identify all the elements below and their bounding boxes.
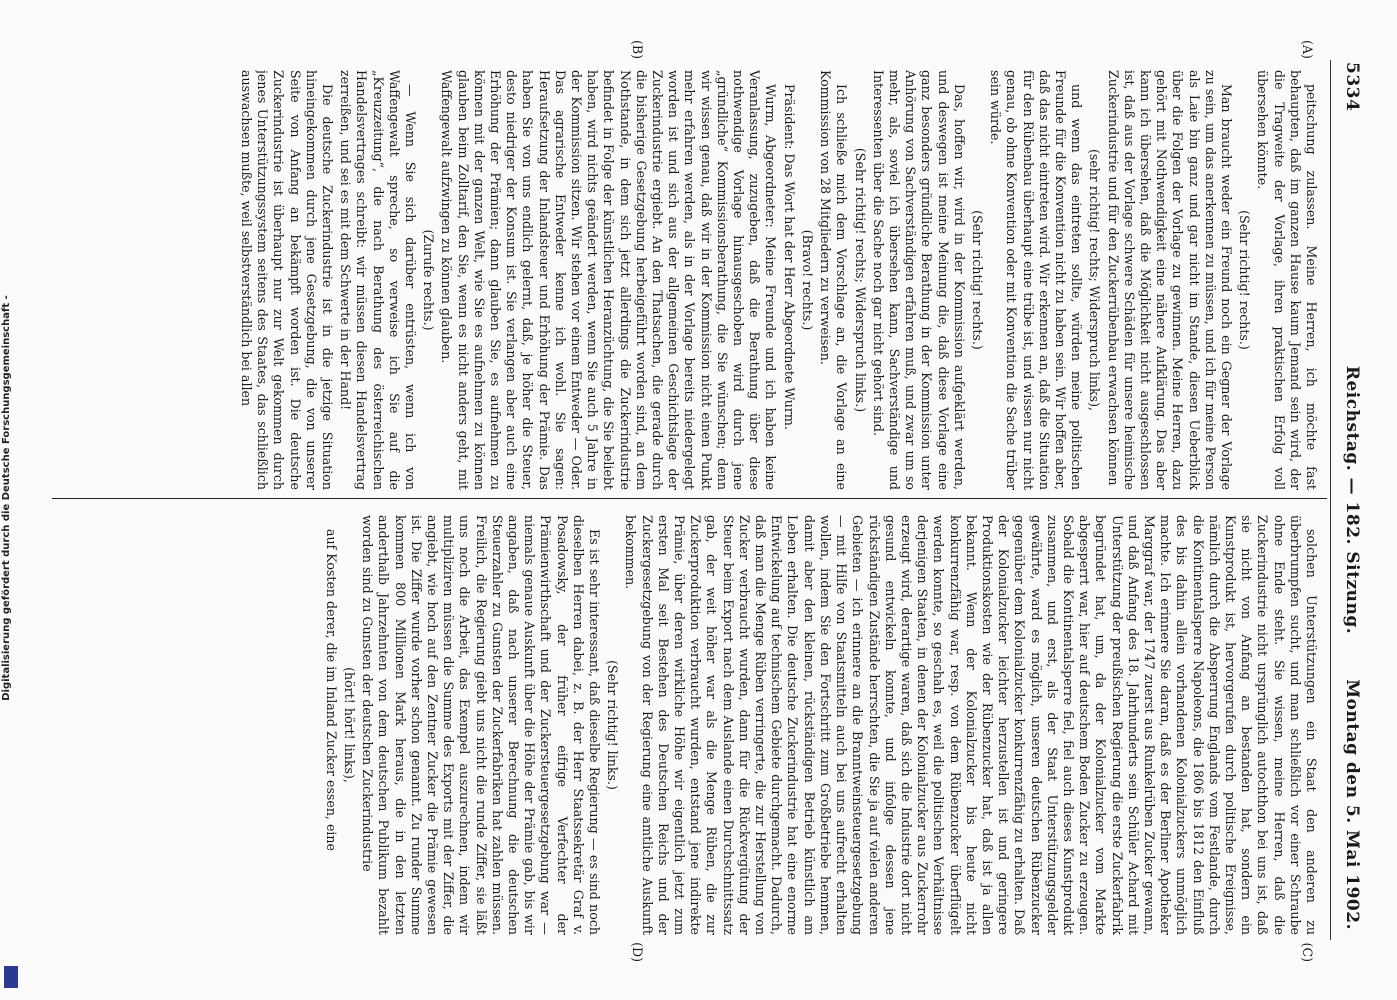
paragraph: (sehr richtig! rechts; Widerspruch links),: [1087, 148, 1103, 412]
paragraph: auf Kosten derer, die im Inland Zucker essen, eine: [323, 529, 339, 851]
column-divider: [52, 498, 1327, 499]
header-rule: [1330, 60, 1331, 940]
paragraph: Wurm, Abgeordneter: Meine Freunde und ich haben keine Veranlassung, zuzugeben, daß die Berathung über diese nothwendige Vorlage hinausgeschoben wird durch jene „gründliche“ Kommissionsberathung, die Sie wünschen; denn wir wissen genau, daß wir in der Kommission nicht einen Punkt mehr erfahren werden, als in der Vorlage bereits niedergelegt worden ist und sich aus der allgemeinen Geschichtslage der Zuckerindustrie ergiebt. An den Thatsachen, die gerade durch die bisherige Gesetzgebung herbeigeführt worden sind, an dem Nothstande, in dem sich jetzt allerdings die Zuckerindustrie befindet in Folge der künstlichen Heranzüchtung, die Sie beliebt haben, wird nichts geändert werden, wenn Sie auch 5 Jahre in der Kommission sitzen. Wir stehen vor einem Entweder — Oder. Das agrarische Entweder kenne ich wohl. Sie sagen: Heraufsetzung der Inlandsteuer und Erhöhung der Prämie. Das haben Sie von uns endlich gelernt, daß, je höher die Steuer, desto niedriger der Konsum ist. Sie verlangen aber auch eine Erhöhung der Prämien; dann glauben Sie, es aufnehmen zu können mit der ganzen Welt, wie Sie es aufnehmen zu können glauben beim Zolltarif, den Sie, wenn es nicht anders geht, mit Waffengewalt aufzwingen zu können glauben.: [439, 70, 779, 490]
paragraph: (Sehr richtig! links.): [605, 660, 621, 790]
paragraph: Präsident: Das Wort hat der Herr Abgeordnete Wurm.: [781, 84, 797, 430]
paragraph: (hört! hört! links),: [342, 667, 358, 783]
paragraph: und wenn das eintreten sollte, würden meine politischen Freunde für die Konvention nicht zu haben sein. Wir hoffen aber, daß das nicht eintreten wird. Wir erkennen an, daß die Situation für den Rübenbau überhaupt eine trübe ist, und wissen nur nicht genau, ob ohne Konvention oder mit Konvention die Sache trüber sein würde.: [988, 70, 1085, 490]
margin-marker-b: (B): [630, 40, 645, 60]
paragraph: solchen Unterstützungen ein Staat den anderen zu überbrumpfen sucht, und man schließlich vor einer Schraube ohne Ende steht. Sie wissen, meine Herren, daß die Zuckerindustrie nicht ursprünglich autochthon bei uns ist, daß sie nicht von Anfang an bestanden hat, sondern ein Kunstprodukt ist, hervorgerufen durch politische Ereignisse, nämlich durch die Absperrung Englands vom Festlande, durch die Kontinentalsperre Napoleons, die 1806 bis 1812 den Einfluß des bis dahin allein vorhandenen Kolonialzuckers unmöglich machte. Ich erinnere Sie daran, daß es der Berliner Apotheker Marggraf war, der 1747 zuerst aus Runkelrüben Zucker gewann, und daß Anfang des 18. Jahrhunderts sein Schüler Achard mit Unterstützung der preußischen Regierung die erste Zuckerfabrik begründet hat, um, da der Kolonialzucker vom Markte abgesperrt war, hier auf deutschem Boden Zucker zu erzeugen. Sobald die Kontinentalsperre fiel, fiel auch dieses Kunstprodukt zusammen, und erst, als der Staat Unterstützungsgelder gewährte, ward es möglich, unseren deutschen Rübenzucker gegenüber dem Kolonialzucker konkurrenzfähig zu erhalten. Daß der Kolonialzucker leichter herzustellen ist und geringere Produktionskosten wie der Rübenzucker hat, daß ist ja allen bekannt. Wenn der Kolonialzucker bis heute nicht konkurrenzfähig war, resp. von dem Rübenzucker überflügelt werden konnte, so geschah es, weil die politischen Verhältnisse derjenigen Staaten, in denen der Kolonialzucker aus Zuckerrohr erzeugt wird, derartige waren, daß sich die Industrie dort nicht gesund entwickeln konnte, und infolge dessen jene rückständigen Zustände herrschten, die Sie ja auf vielen anderen Gebieten — ich erinnere an die Branntweinsteuergesetzgebung — mit Hilfe von Staatsmitteln auch bei uns aufrecht erhalten wollen, indem Sie den Fortschritt zum Großbetriebe hemmen, damit aber den kleinen, rückständigen Betrieb künstlich am Leben erhalten. Die deutsche Zuckerindustrie hat eine enorme Entwickelung auf technischem Gebiete durchgemacht. Dadurch, daß man die Menge Rüben verringerte, die zur Herstellung von Zucker verbraucht wurden, dann für die Rückvergütung der Steuer beim Export nach dem Auslande einen Durchschnittssatz gab, der weit höher war als die Menge Rüben, die zur Zuckerproduktion verbraucht wurden, entstand jene indirekte Prämie, über deren wirkliche Höhe wir eigentlich jetzt zum ersten Mal seit Bestehen des Deutschen Reichs und der Zuckergesetzgebung von der Regierung eine amtliche Auskunft bekommen.: [623, 515, 1319, 935]
paragraph: Die deutsche Zuckerindustrie ist in die jetzige Situation hineingekommen durch jene Gesetzgebung, die von unserer Seite von Anfang an bekämpft worden ist. Die deutsche Zuckerindustrie ist überhaupt nur zur Welt gekommen durch jenes Unterstützungssystem seitens des Staates, das schließlich auswachsen mußte, weil selbstverständlich bei allen: [239, 70, 336, 490]
paragraph: Man braucht weder ein Freund noch ein Gegner der Vorlage zu sein, um das anerkennen zu müssen, und ich für meine Person als Laie bin ganz und gar nicht im Stande, diesen Ueberblick über die Folgen der Vorlage zu gewinnen. Meine Herren, dazu gehört mit Nothwendigkeit eine nähere Aufklärung. Das aber kann ich übersehen, daß die Möglichkeit nicht ausgeschlossen ist, daß aus der Vorlage schwere Schäden für unsere heimische Zuckerindustrie und für den Zuckerrübenbau erwachsen können: [1105, 70, 1234, 490]
footer-credit-text: Digitalisierung gefördert durch die Deutsche Forschungsgemeinschaft -: [1, 295, 12, 701]
running-header: Reichstag. — 182. Sitzung.: [1342, 365, 1362, 635]
paragraph: Das, hoffen wir, wird in der Kommission aufgeklärt werden, und deswegen ist meine Meinung die, daß diese Vorlage eine ganz besonders gründliche Berathung in der Kommission unter Anhörung von Sachverständigen erfahren muß, und zwar um so mehr, als, soviel ich übersehen kann, Sachverständige und Interessenten über die Sache noch gar nicht gehört sind.: [870, 70, 967, 490]
digitization-footer: [1, 0, 23, 1000]
paragraph: (Sehr richtig! rechts.): [969, 210, 985, 350]
paragraph: (Sehr richtig! rechts; Widerspruch links.): [852, 147, 868, 413]
paragraph: (Sehr richtig! rechts.): [1237, 210, 1253, 350]
margin-marker-c: (C): [1300, 942, 1315, 962]
dfg-logo: [4, 966, 18, 988]
session-date: Montag den 5. Mai 1902.: [1342, 679, 1362, 930]
right-text-column: [54, 515, 1319, 935]
margin-marker-a: (A): [1300, 40, 1315, 59]
margin-marker-d: (D): [630, 942, 645, 962]
page-number: 5334: [1342, 62, 1362, 112]
left-text-column: [54, 70, 1319, 490]
paragraph: peitschung zulassen. Meine Herren, ich möchte fast behaupten, daß im ganzen Hause kaum Jemand sein wird, der die Tragweite der Vorlage, ihren praktischen Erfolg voll übersehen könnte.: [1255, 70, 1319, 490]
paragraph: Es ist sehr interessant, daß dieselbe Regierung — es sind noch dieselben Herren dabei, z. B. der Herr Staatssekretär Graf v. Posadowsky, der früher eifrige Verfechter der Prämienwirthschaft und der Zuckersteuergesetzgebung war — niemals genaue Auskunft über die Höhe der Prämie gab, bis wir angaben, daß nach unserer Berechnung die deutschen Steuerzahler zu Gunsten der Zuckerfabriken hat zahlen müssen. Freilich, die Regierung giebt uns nicht die runde Ziffer, sie läßt uns noch die Arbeit, das Exempel auszurechnen, indem wir multipliziren müssen die Summe des Exports mit der Ziffer, die angiebt, wie hoch auf den Zentner Zucker die Prämie gewesen ist. Die Ziffer wurde vorher schon genannt. Zu runder Summe kommen 800 Millionen Mark heraus, die in den letzten anderthalb Jahrzehnten von dem deutschen Publikum bezahlt worden sind zu Gunsten der deutschen Zuckerindustrie: [360, 515, 603, 935]
paragraph: (Zurufe rechts.): [421, 229, 437, 331]
paragraph: (Bravo! rechts.): [799, 229, 815, 331]
paragraph: Ich schließe mich dem Vorschlage an, die Vorlage an eine Kommission von 28 Mitgliedern zu verweisen.: [818, 70, 850, 490]
paragraph: — Wenn Sie sich darüber entrüsten, wenn ich von Waffengewalt spreche, so verweise ich Sie auf die „Kreuzzeitung“, die nach Berathung des österreichischen Handelsvertrages schreibt: wir müssen diesen Handelsvertrag zerreißen, und sei es mit dem Schwerte in der Hand!: [338, 70, 419, 490]
